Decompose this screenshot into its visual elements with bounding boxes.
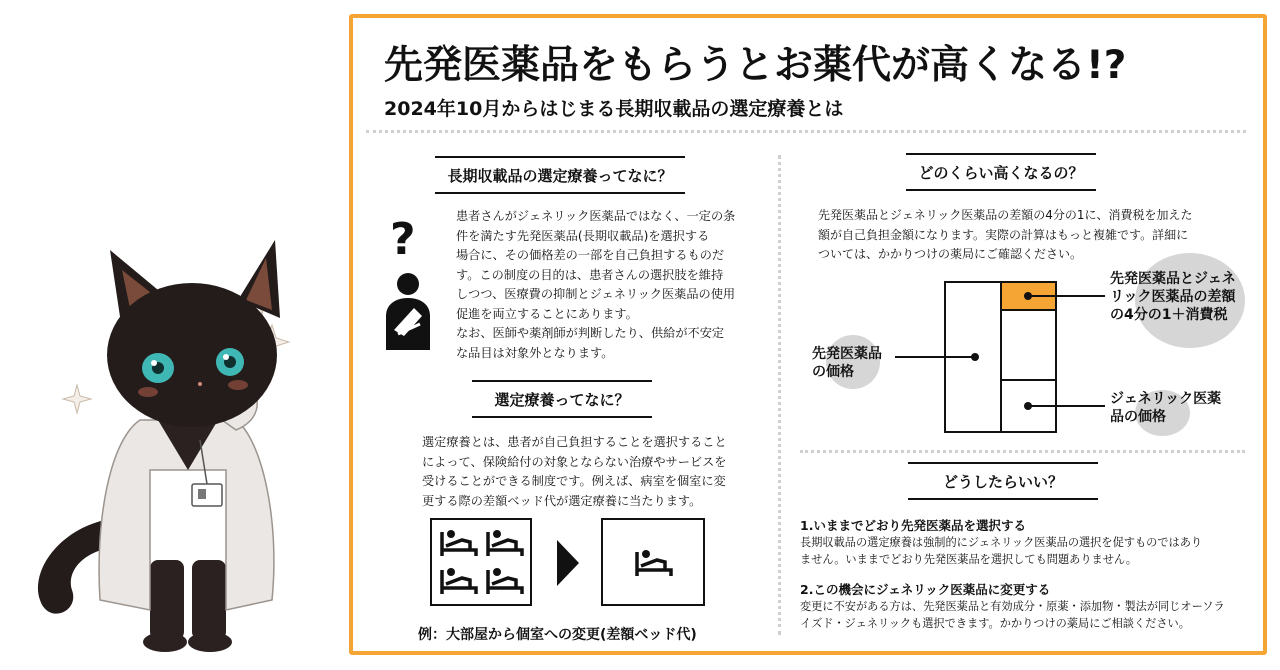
option-2-title: 2.この機会にジェネリック医薬品に変更する — [800, 582, 1051, 597]
text-line: 患者さんがジェネリック医薬品ではなく、一定の条 — [456, 209, 736, 223]
text-line: 変更に不安がある方は、先発医薬品と有効成分・原薬・添加物・製法が同じオーソラ — [800, 600, 1225, 613]
section-heading-choice: 長期収載品の選定療養ってなに？ — [435, 156, 685, 194]
text-line: の4分の1＋消費税 — [1110, 307, 1228, 323]
page-subtitle: 2024年10月からはじまる長期収載品の選定療養とは — [384, 98, 844, 120]
patient-bed-icon — [635, 548, 673, 578]
section-heading-cost: どのくらい高くなるの？ — [906, 153, 1096, 191]
text-line: なお、医師や薬剤師が判断したり、供給が不安定 — [456, 326, 725, 340]
text-line: 促進を両立することにあります。 — [456, 306, 638, 321]
selection-paragraph — [422, 433, 727, 511]
divider-top — [366, 130, 1246, 133]
text-line: 場合に、その価格差の一部を自己負担するものだ — [456, 248, 725, 262]
black-cat-doctor-illustration — [0, 0, 340, 670]
text-line: 更する際の差額ベッド代が選定療養に当たります。 — [422, 493, 702, 508]
label-generic-price — [1110, 390, 1221, 426]
text-line: ジェネリック医薬 — [1110, 391, 1222, 407]
shared-room-box — [430, 518, 532, 606]
triangle-arrow-icon — [557, 540, 579, 586]
label-price-difference — [1110, 270, 1236, 324]
text-line: 品の価格 — [1110, 409, 1166, 425]
divider-right — [800, 450, 1245, 453]
text-line: 先発医薬品とジェネ — [1110, 271, 1236, 287]
text-line: 受けることができる制度です。例えば、病室を個室に変 — [422, 474, 726, 488]
text-line: リック医薬品の差額 — [1110, 289, 1236, 305]
text-line: す。この制度の目的は、患者さんの選択肢を維持 — [456, 267, 724, 282]
text-line: によって、保険給付の対象とならない治療やサービスを — [422, 454, 727, 469]
page-title: 先発医薬品をもらうとお薬代が高くなる!? — [384, 43, 1127, 88]
patient-bed-icon — [486, 566, 524, 596]
difference-bar — [1001, 310, 1056, 380]
example-caption: 例：大部屋から個室への変更(差額ベッド代) — [418, 627, 697, 643]
question-person-icon — [380, 212, 436, 362]
text-line: 先発医薬品とジェネリック医薬品の差額の4分の1に、消費税を加えた — [818, 208, 1193, 222]
text-line: 先発医薬品 — [812, 346, 882, 362]
text-line: ません。いままでどおり先発医薬品を選択しても問題ありません。 — [800, 553, 1137, 566]
text-line: の価格 — [812, 364, 854, 380]
option-1-body — [800, 534, 1202, 568]
svg-text:?: ? — [390, 214, 416, 265]
text-line: ついては、かかりつけの薬局にご確認ください。 — [818, 247, 1083, 261]
label-brand-price — [812, 345, 882, 381]
option-2-body — [800, 598, 1225, 632]
private-room-box — [601, 518, 705, 606]
text-line: 額が自己負担金額になります。実際の計算はもっと複雑です。詳細に — [818, 227, 1189, 242]
text-line: 長期収載品の選定療養は強制的にジェネリック医薬品の選択を促すものではあり — [800, 536, 1203, 549]
patient-bed-icon — [486, 528, 524, 558]
text-line: しつつ、医療費の抑制とジェネリック医薬品の使用 — [456, 287, 736, 301]
divider-center — [778, 155, 781, 635]
patient-bed-icon — [440, 566, 478, 596]
section-heading-what-to-do: どうしたらいい？ — [908, 462, 1098, 500]
text-line: イズド・ジェネリックも選択できます。かかりつけの薬局にご相談ください。 — [800, 617, 1190, 630]
patient-bed-icon — [440, 528, 478, 558]
section-heading-selection: 選定療養ってなに？ — [472, 380, 652, 418]
choice-paragraph-1 — [456, 207, 735, 324]
choice-paragraph-2 — [456, 324, 724, 363]
text-line: 選定療養とは、患者が自己負担することを選択すること — [422, 435, 727, 449]
cost-paragraph — [818, 206, 1193, 265]
option-1-title: 1.いままでどおり先発医薬品を選択する — [800, 518, 1026, 533]
text-line: な品目は対象外となります。 — [456, 345, 614, 360]
text-line: 件を満たす先発医薬品(長期収載品)を選択する — [456, 228, 710, 243]
